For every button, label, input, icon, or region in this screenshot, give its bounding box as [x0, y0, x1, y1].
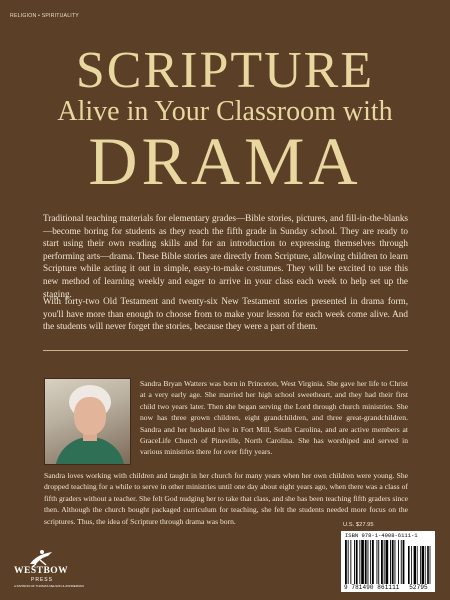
isbn-number: ISBN 978-1-4908-6111-1	[345, 532, 418, 539]
title-drama: DRAMA	[88, 123, 362, 199]
title-subtitle: Alive in Your Classroom with	[57, 96, 393, 127]
price-label: U.S. $27.95	[343, 522, 374, 528]
description-paragraph-2: With forty-two Old Testament and twenty-six New Testament stories presented in drama form, you'll have more than enough to choose from to make your lesson for each week come alive. And the students will never forget the stories, because they were a part of them.	[43, 296, 408, 332]
author-bio-paragraph-2: Sandra loves working with children and taught in her church for many years when her own children were young. She dropped teaching for a while to serve in other ministries until one day about eight years ago, when there was a class of fifth graders without a teacher. She felt God nudging her to take that class, and she has been teaching fifth graders since then. Although the church bought packaged curriculum for teaching, she felt the students needed more focus on the scriptures. Thus, the idea of Scripture through drama was born.	[44, 471, 408, 526]
author-bio-paragraph-1: Sandra Bryan Watters was born in Princeton, West Virginia. She gave her life to Christ at a very early age. She married her high school sweetheart, and they had their first child two years later. Then she began serving the Lord through church ministries. She now has three grown children, eight grandchildren, and three great-grandchildren. Sandra and her husband live in Fort Mill, South Carolina, and are active members at GraceLife Church of Pineville, North Carolina. She has worshiped and served in various ministries there for over fifty years.	[140, 379, 408, 457]
description-paragraph-1: Traditional teaching materials for elementary grades—Bible stories, pictures, and fill-in-the-blanks—become boring for students as they reach the fifth grade in Sunday school. They are ready to start using their own reading skills and for an introduction to expressing themselves through performing arts—drama. These Bible stories are directly from Scripture, allowing children to learn Scripture while acting it out in simple, easy-to-make costumes. They will be excited to use this new method of learning weekly and eager to arrive in your class each week to help set up the staging.	[43, 213, 408, 299]
publisher-name: WESTBOW	[14, 566, 69, 576]
isbn-barcode	[341, 531, 435, 592]
barcode-digits	[344, 584, 432, 591]
divider	[43, 350, 408, 351]
runner-icon	[26, 548, 56, 568]
author-photo	[44, 378, 131, 465]
title-scripture: SCRIPTURE	[75, 42, 375, 99]
price-addon: 52795	[409, 584, 428, 591]
barcode-bars	[344, 540, 432, 584]
publisher-press: PRESS	[31, 577, 53, 583]
category-label: RELIGION • SPIRITUALITY	[10, 13, 79, 19]
ean-number: 9 781490 861111	[344, 584, 400, 591]
publisher-division: A DIVISION OF THOMAS NELSON & ZONDERVAN	[14, 584, 84, 588]
publisher-logo	[14, 548, 84, 596]
